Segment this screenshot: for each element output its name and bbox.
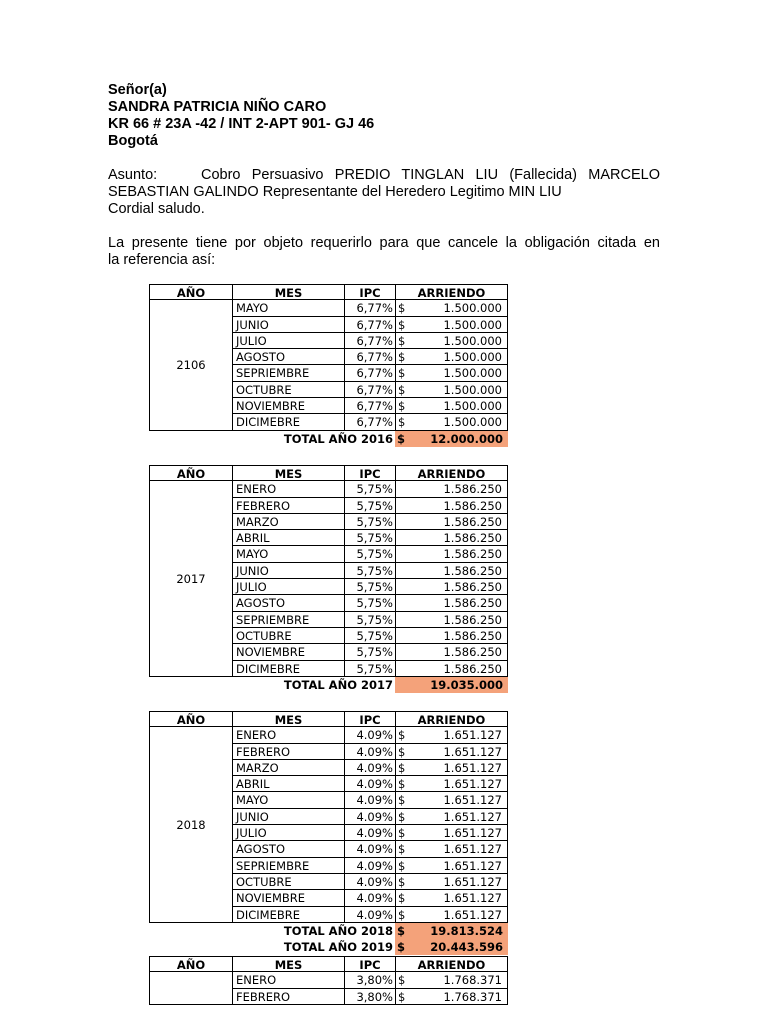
- total-amount: 19.035.000: [395, 677, 508, 693]
- rent-value-cell: 1.651.127: [415, 874, 508, 890]
- rent-table-2019: [149, 956, 508, 1005]
- ipc-cell: 6,77%: [344, 398, 395, 414]
- rent-value-cell: 1.500.000: [415, 317, 508, 333]
- ipc-cell: 5,75%: [344, 661, 395, 677]
- currency-symbol: $: [395, 907, 415, 923]
- total-row: [149, 939, 508, 955]
- intro-line-1: La presente tiene por objeto requerirlo para que cancele la obligación citada en: [108, 235, 660, 251]
- rent-value-cell: 1.651.127: [415, 825, 508, 841]
- rent-value-cell: 1.586.250: [395, 563, 508, 579]
- recipient-address: KR 66 # 23A -42 / INT 2-APT 901- GJ 46: [108, 116, 375, 132]
- ipc-cell: 6,77%: [344, 317, 395, 333]
- header-year: AÑO: [149, 956, 232, 972]
- ipc-cell: 6,77%: [344, 414, 395, 430]
- total-amount: 20.443.596: [415, 939, 508, 955]
- currency-symbol: $: [395, 809, 415, 825]
- table-header-row: [149, 711, 508, 727]
- header-rent: ARRIENDO: [395, 711, 508, 727]
- ipc-cell: 5,75%: [344, 514, 395, 530]
- month-cell: SEPRIEMBRE: [232, 612, 344, 628]
- greeting: Cordial saludo.: [108, 201, 205, 217]
- currency-symbol: $: [395, 300, 415, 316]
- month-cell: JULIO: [232, 579, 344, 595]
- rent-table-2017: [149, 465, 508, 693]
- month-cell: DICIMEBRE: [232, 661, 344, 677]
- month-cell: NOVIEMBRE: [232, 398, 344, 414]
- subject-text: Cobro Persuasivo PREDIO TINGLAN LIU (Fallecida) MARCELO: [201, 167, 660, 183]
- month-cell: ABRIL: [232, 530, 344, 546]
- month-cell: JUNIO: [232, 317, 344, 333]
- header-ipc: IPC: [344, 711, 395, 727]
- currency-symbol: $: [395, 858, 415, 874]
- month-cell: ENERO: [232, 727, 344, 743]
- ipc-cell: 4.09%: [344, 760, 395, 776]
- header-month: MES: [232, 284, 344, 300]
- ipc-cell: 4.09%: [344, 825, 395, 841]
- salutation: Señor(a): [108, 82, 167, 98]
- currency-symbol: $: [395, 792, 415, 808]
- header-rent: ARRIENDO: [395, 465, 508, 481]
- header-year: AÑO: [149, 284, 232, 300]
- total-label: TOTAL AÑO 2017: [283, 677, 393, 692]
- rent-value-cell: 1.500.000: [415, 349, 508, 365]
- total-row: [149, 431, 508, 447]
- ipc-cell: 4.09%: [344, 809, 395, 825]
- currency-symbol: $: [395, 414, 415, 430]
- rent-value-cell: 1.768.371: [415, 972, 508, 988]
- subject-label: Asunto:: [108, 167, 158, 183]
- rent-value-cell: 1.586.250: [395, 661, 508, 677]
- header-month: MES: [232, 465, 344, 481]
- header-month: MES: [232, 711, 344, 727]
- ipc-cell: 4.09%: [344, 858, 395, 874]
- rent-value-cell: 1.500.000: [415, 333, 508, 349]
- total-amount: 12.000.000: [415, 431, 508, 447]
- header-year: AÑO: [149, 711, 232, 727]
- total-label: TOTAL AÑO 2018: [283, 923, 393, 938]
- intro-line-2: la referencia así:: [108, 252, 216, 268]
- ipc-cell: 4.09%: [344, 776, 395, 792]
- rent-value-cell: 1.651.127: [415, 727, 508, 743]
- rent-value-cell: 1.586.250: [395, 595, 508, 611]
- currency-symbol: $: [395, 333, 415, 349]
- ipc-cell: 3,80%: [344, 972, 395, 988]
- currency-symbol: $: [395, 776, 415, 792]
- currency-symbol: $: [395, 744, 415, 760]
- rent-value-cell: 1.651.127: [415, 792, 508, 808]
- currency-symbol: $: [395, 972, 415, 988]
- month-cell: ENERO: [232, 972, 344, 988]
- ipc-cell: 5,75%: [344, 481, 395, 497]
- ipc-cell: 6,77%: [344, 365, 395, 381]
- rent-value-cell: 1.651.127: [415, 776, 508, 792]
- ipc-cell: 6,77%: [344, 333, 395, 349]
- table-header-row: [149, 956, 508, 972]
- recipient-name: SANDRA PATRICIA NIÑO CARO: [108, 99, 327, 115]
- ipc-cell: 5,75%: [344, 563, 395, 579]
- rent-value-cell: 1.768.371: [415, 989, 508, 1005]
- total-label: TOTAL AÑO 2016: [283, 431, 393, 446]
- currency-symbol: $: [395, 890, 415, 906]
- currency-symbol: $: [395, 841, 415, 857]
- ipc-cell: 5,75%: [344, 530, 395, 546]
- year-cell: [149, 972, 232, 1005]
- rent-value-cell: 1.651.127: [415, 760, 508, 776]
- month-cell: MARZO: [232, 514, 344, 530]
- ipc-cell: 5,75%: [344, 546, 395, 562]
- rent-value-cell: 1.500.000: [415, 382, 508, 398]
- month-cell: MAYO: [232, 300, 344, 316]
- rent-table-2016: [149, 284, 508, 447]
- currency-symbol: $: [395, 760, 415, 776]
- rent-value-cell: 1.586.250: [395, 498, 508, 514]
- total-row: [149, 923, 508, 939]
- ipc-cell: 5,75%: [344, 628, 395, 644]
- rent-value-cell: 1.500.000: [415, 365, 508, 381]
- recipient-city: Bogotá: [108, 133, 158, 149]
- rent-table-2018: [149, 711, 508, 955]
- total-amount: 19.813.524: [415, 923, 508, 939]
- month-cell: DICIMEBRE: [232, 414, 344, 430]
- table-header-row: [149, 284, 508, 300]
- rent-value-cell: 1.651.127: [415, 841, 508, 857]
- rent-value-cell: 1.586.250: [395, 530, 508, 546]
- month-cell: AGOSTO: [232, 595, 344, 611]
- month-cell: SEPRIEMBRE: [232, 365, 344, 381]
- month-cell: NOVIEMBRE: [232, 890, 344, 906]
- total-currency-symbol: $: [395, 939, 415, 955]
- ipc-cell: 4.09%: [344, 744, 395, 760]
- total-row: [149, 677, 508, 693]
- subject-line-1: [108, 167, 660, 184]
- rent-value-cell: 1.651.127: [415, 907, 508, 923]
- rent-value-cell: 1.586.250: [395, 579, 508, 595]
- month-cell: OCTUBRE: [232, 628, 344, 644]
- header-month: MES: [232, 956, 344, 972]
- month-cell: JUNIO: [232, 809, 344, 825]
- rent-value-cell: 1.586.250: [395, 546, 508, 562]
- ipc-cell: 4.09%: [344, 907, 395, 923]
- month-cell: FEBRERO: [232, 744, 344, 760]
- ipc-cell: 4.09%: [344, 841, 395, 857]
- header-rent: ARRIENDO: [395, 956, 508, 972]
- subject-line-2: SEBASTIAN GALINDO Representante del Heredero Legitimo MIN LIU: [108, 184, 562, 200]
- currency-symbol: $: [395, 727, 415, 743]
- ipc-cell: 5,75%: [344, 498, 395, 514]
- header-year: AÑO: [149, 465, 232, 481]
- currency-symbol: $: [395, 349, 415, 365]
- month-cell: JULIO: [232, 825, 344, 841]
- year-cell: 2018: [149, 727, 232, 923]
- rent-value-cell: 1.500.000: [415, 300, 508, 316]
- month-cell: OCTUBRE: [232, 382, 344, 398]
- month-cell: ABRIL: [232, 776, 344, 792]
- ipc-cell: 5,75%: [344, 612, 395, 628]
- rent-value-cell: 1.651.127: [415, 890, 508, 906]
- month-cell: OCTUBRE: [232, 874, 344, 890]
- rent-value-cell: 1.651.127: [415, 744, 508, 760]
- currency-symbol: $: [395, 825, 415, 841]
- month-cell: MAYO: [232, 792, 344, 808]
- rent-value-cell: 1.586.250: [395, 628, 508, 644]
- month-cell: FEBRERO: [232, 989, 344, 1005]
- ipc-cell: 3,80%: [344, 989, 395, 1005]
- rent-value-cell: 1.500.000: [415, 398, 508, 414]
- ipc-cell: 4.09%: [344, 874, 395, 890]
- currency-symbol: $: [395, 317, 415, 333]
- month-cell: SEPRIEMBRE: [232, 858, 344, 874]
- ipc-cell: 6,77%: [344, 349, 395, 365]
- header-ipc: IPC: [344, 956, 395, 972]
- ipc-cell: 5,75%: [344, 579, 395, 595]
- ipc-cell: 4.09%: [344, 792, 395, 808]
- currency-symbol: $: [395, 874, 415, 890]
- month-cell: AGOSTO: [232, 349, 344, 365]
- ipc-cell: 4.09%: [344, 727, 395, 743]
- month-cell: FEBRERO: [232, 498, 344, 514]
- currency-symbol: $: [395, 989, 415, 1005]
- ipc-cell: 6,77%: [344, 300, 395, 316]
- header-ipc: IPC: [344, 284, 395, 300]
- ipc-cell: 5,75%: [344, 595, 395, 611]
- table-header-row: [149, 465, 508, 481]
- year-cell: 2106: [149, 300, 232, 430]
- rent-value-cell: 1.651.127: [415, 858, 508, 874]
- month-cell: MARZO: [232, 760, 344, 776]
- currency-symbol: $: [395, 398, 415, 414]
- total-currency-symbol: $: [395, 431, 415, 447]
- month-cell: ENERO: [232, 481, 344, 497]
- ipc-cell: 5,75%: [344, 644, 395, 660]
- month-cell: MAYO: [232, 546, 344, 562]
- total-currency-symbol: $: [395, 923, 415, 939]
- month-cell: NOVIEMBRE: [232, 644, 344, 660]
- total-label: TOTAL AÑO 2019: [283, 940, 393, 955]
- month-cell: DICIMEBRE: [232, 907, 344, 923]
- currency-symbol: $: [395, 365, 415, 381]
- month-cell: JUNIO: [232, 563, 344, 579]
- rent-value-cell: 1.500.000: [415, 414, 508, 430]
- rent-value-cell: 1.586.250: [395, 612, 508, 628]
- month-cell: AGOSTO: [232, 841, 344, 857]
- rent-value-cell: 1.586.250: [395, 514, 508, 530]
- header-ipc: IPC: [344, 465, 395, 481]
- ipc-cell: 4.09%: [344, 890, 395, 906]
- rent-value-cell: 1.586.250: [395, 481, 508, 497]
- year-cell: 2017: [149, 481, 232, 677]
- header-rent: ARRIENDO: [395, 284, 508, 300]
- rent-value-cell: 1.586.250: [395, 644, 508, 660]
- ipc-cell: 6,77%: [344, 382, 395, 398]
- rent-value-cell: 1.651.127: [415, 809, 508, 825]
- month-cell: JULIO: [232, 333, 344, 349]
- currency-symbol: $: [395, 382, 415, 398]
